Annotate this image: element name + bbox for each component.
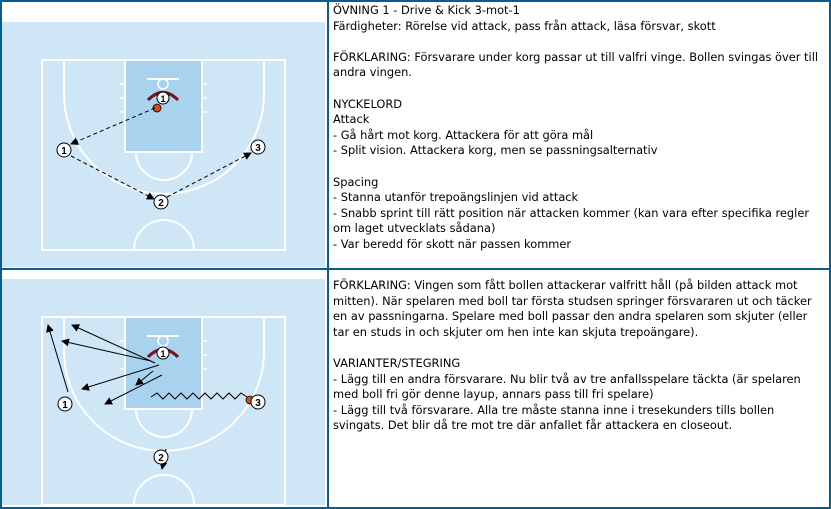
attack-heading: Attack: [333, 112, 370, 127]
spacing-heading: Spacing: [333, 174, 379, 189]
column-divider: [327, 0, 329, 509]
svg-text:1: 1: [61, 146, 67, 157]
variants-heading: VARIANTER/STEGRING: [333, 355, 461, 370]
svg-text:2: 2: [158, 198, 164, 209]
keywords-heading: NYCKELORD: [333, 96, 403, 111]
court-diagram-1: [2, 22, 325, 267]
spacing-item: - Var beredd för skott när passen kommer: [333, 236, 572, 251]
drill1-title: ÖVNING 1 - Drive & Kick 3-mot-1: [333, 3, 520, 17]
attack-item: - Gå hårt mot korg. Attackera för att göra mål: [333, 127, 594, 142]
drill1-skills: Färdigheter: Rörelse vid attack, pass från attack, läsa försvar, skott: [333, 18, 716, 33]
spacing-item: - Stanna utanför trepoängslinjen vid attack: [333, 190, 579, 205]
drill1-description: [333, 3, 827, 253]
drill2-explanation: FÖRKLARING: Vingen som fått bollen attackerar valfritt håll (på bilden attack mot mitten). När spelaren med boll tar första studsen springer försvararen ut och täcker en av passningarna. Spelare med boll passar den andra spelaren som skjuter (eller tar en studs in och skjuter om hen inte kan skjuta trepoängare).: [333, 278, 812, 339]
attack-item: - Split vision. Attackera korg, men se passningsalternativ: [333, 143, 658, 158]
svg-text:2: 2: [158, 453, 164, 464]
row-divider: [0, 268, 831, 270]
defender-label: 1: [160, 94, 166, 104]
drill2-description: [333, 278, 827, 434]
variant-item: - Lägg till en andra försvarare. Nu blir två av tre anfallsspelare täckta (är spelaren med boll fri gör denne layup, annars pass till fri spelare): [333, 371, 801, 402]
drill1-explanation: FÖRKLARING: Försvarare under korg passar ut till valfri vinge. Bollen svingas över till andra vingen.: [333, 49, 819, 80]
table-border-top: [0, 0, 831, 2]
paint: [125, 60, 202, 152]
svg-text:1: 1: [62, 400, 68, 411]
svg-text:3: 3: [255, 398, 261, 409]
variant-item: - Lägg till två försvarare. Alla tre måste stanna inne i tresekunders tills bollen svingats. Det blir då tre mot tre där anfallet får attackera en closeout.: [333, 402, 775, 433]
defender-label: 1: [160, 349, 166, 359]
spacing-item: - Snabb sprint till rätt position när attacken kommer (kan vara efter specifika regler om laget utvecklats sådana): [333, 205, 810, 236]
court-diagram-2: [2, 279, 325, 505]
svg-text:3: 3: [255, 143, 261, 154]
